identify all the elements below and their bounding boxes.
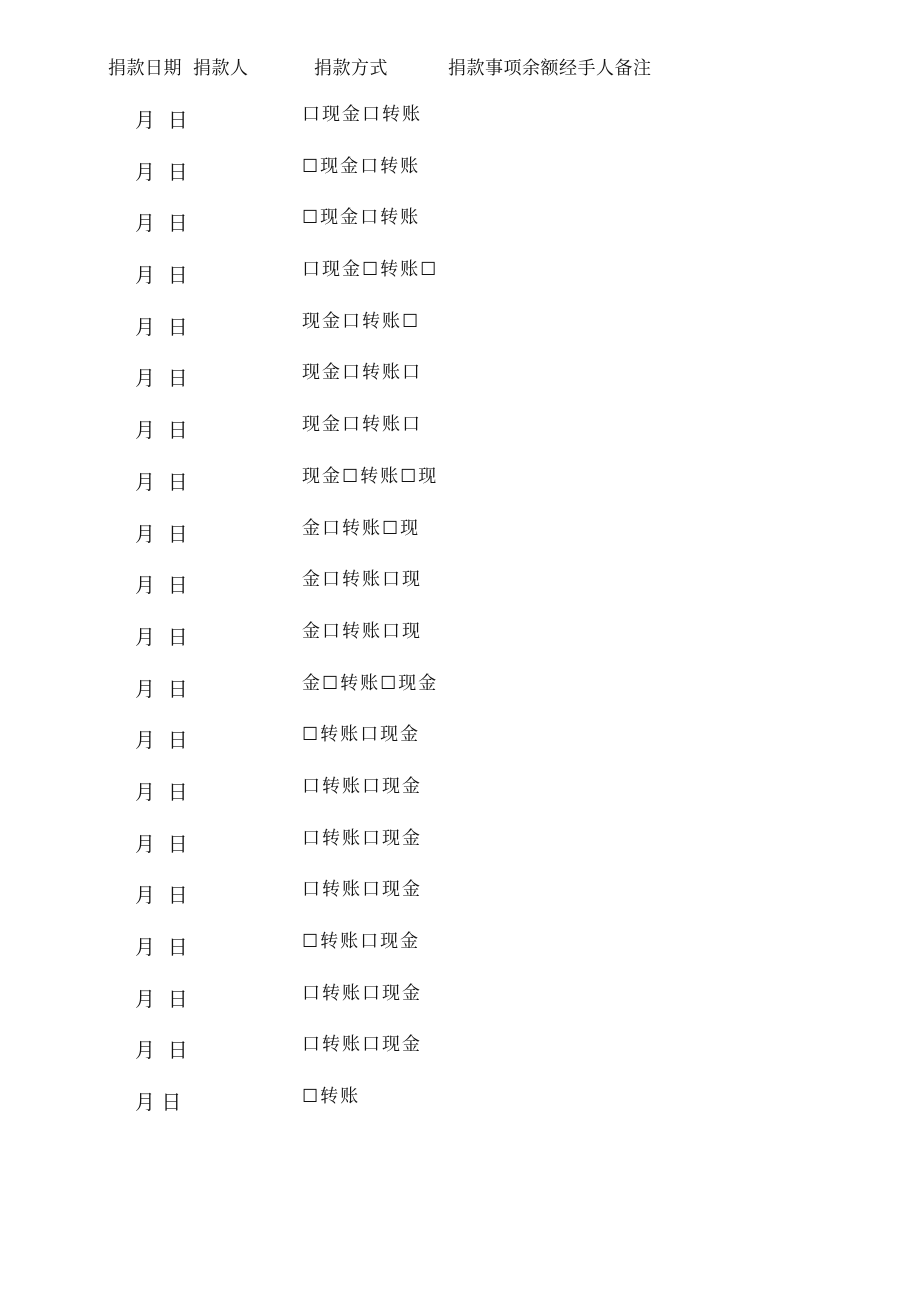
- row-date: 月 日: [135, 211, 188, 236]
- ledger-row: [0, 875, 920, 927]
- row-date: 月 日: [135, 831, 188, 856]
- row-date: 月 日: [135, 159, 188, 184]
- ledger-row: [0, 1030, 920, 1082]
- row-date: 月 日: [135, 935, 188, 959]
- row-method: 口现金口转账: [302, 104, 422, 125]
- row-date: 月 日: [135, 676, 188, 701]
- row-date: 月 日: [135, 624, 188, 649]
- row-date: 月 日: [135, 728, 188, 753]
- row-date: 月 日: [135, 366, 188, 391]
- ledger-row: [0, 462, 920, 514]
- ledger-row: [0, 565, 920, 617]
- row-date: 月 日: [135, 521, 188, 546]
- row-method: ☐现金口转账: [302, 207, 421, 229]
- header-item-balance-handler-notes: 捐款事项余额经手人备注: [448, 58, 652, 79]
- row-method: ☐现金口转账: [302, 155, 421, 177]
- row-date: 月 日: [135, 1090, 182, 1115]
- header-donation-date: 捐款日期: [108, 58, 182, 79]
- row-method: ☐转账口现金: [302, 724, 421, 746]
- row-date: 月 日: [135, 1038, 188, 1063]
- ledger-row: [0, 979, 920, 1031]
- ledger-row: [0, 307, 920, 359]
- row-method: 现金口转账口: [302, 362, 422, 384]
- row-method: ☐转账: [302, 1086, 361, 1108]
- row-date: 月 日: [135, 263, 188, 288]
- row-date: 月 日: [135, 986, 188, 1011]
- row-method: 口转账口现金: [302, 827, 422, 849]
- ledger-row: [0, 1082, 920, 1134]
- row-method: 现金☐转账☐现: [302, 465, 439, 487]
- ledger-rows: [0, 100, 920, 1134]
- row-method: 口转账口现金: [302, 775, 422, 797]
- ledger-row: [0, 152, 920, 204]
- row-method: 现金口转账口: [302, 414, 422, 436]
- ledger-row: [0, 203, 920, 255]
- row-method: 金口转账口现: [302, 569, 422, 591]
- ledger-row: [0, 617, 920, 669]
- row-date: 月 日: [135, 314, 188, 339]
- row-method: 金口转账☐现: [302, 517, 421, 539]
- ledger-row: [0, 255, 920, 307]
- row-date: 月 日: [135, 418, 188, 443]
- row-method: 现金口转账☐: [302, 310, 421, 332]
- ledger-row: [0, 514, 920, 566]
- header-donation-method: 捐款方式: [314, 58, 388, 79]
- row-method: 口转账口现金: [302, 1034, 422, 1056]
- header-donor: 捐款人: [193, 58, 249, 79]
- row-method: 金口转账口现: [302, 620, 422, 642]
- row-date: 月 日: [135, 779, 188, 804]
- ledger-row: [0, 824, 920, 876]
- row-date: 月 日: [135, 573, 188, 598]
- row-date: 月 日: [135, 469, 188, 494]
- row-date: 月 日: [135, 108, 188, 132]
- ledger-row: [0, 772, 920, 824]
- ledger-row: [0, 927, 920, 979]
- ledger-row: [0, 410, 920, 462]
- ledger-row: [0, 358, 920, 410]
- row-method: 金☐转账☐现金: [302, 672, 439, 694]
- row-method: 口转账口现金: [302, 879, 422, 901]
- row-method: 口现金☐转账☐: [302, 259, 439, 281]
- ledger-row: [0, 100, 920, 152]
- row-method: 口转账口现金: [302, 982, 422, 1004]
- row-method: ☐转账口现金: [302, 931, 421, 952]
- row-date: 月 日: [135, 883, 188, 908]
- ledger-row: [0, 720, 920, 772]
- ledger-row: [0, 669, 920, 721]
